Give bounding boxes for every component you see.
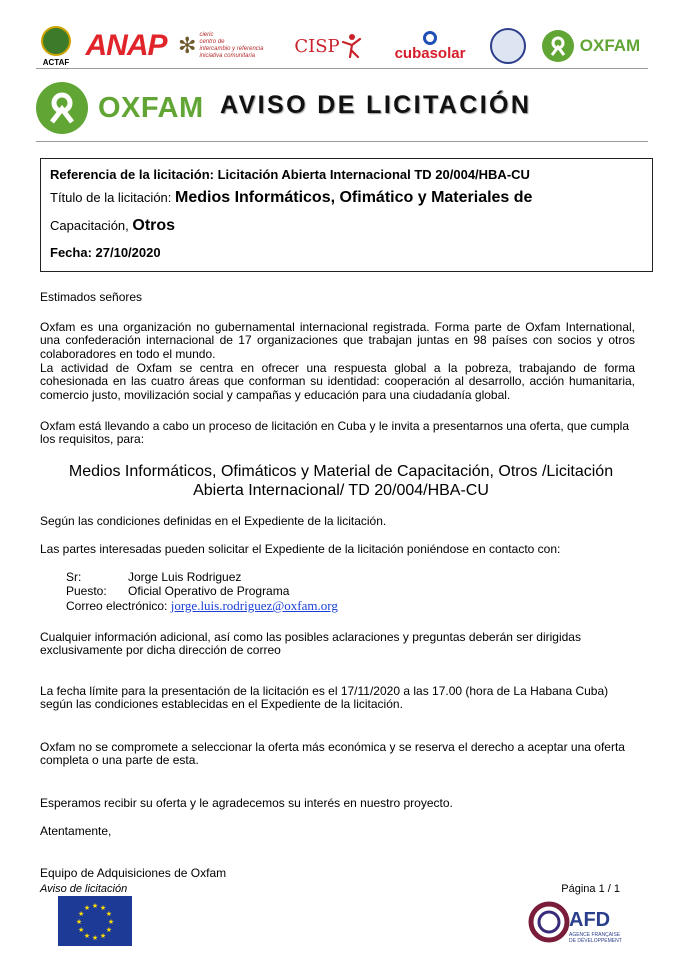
cubasolar-logo-text: cubasolar: [394, 44, 466, 62]
eu-star-icon: ★: [105, 927, 112, 934]
eu-star-icon: ★: [78, 911, 85, 918]
partner-logo-strip: [36, 24, 648, 68]
regards: Atentamente,: [40, 824, 112, 838]
eu-star-icon: ★: [78, 927, 85, 934]
header-divider-bottom: [36, 141, 648, 142]
paragraph-disclaimer: Oxfam no se compromete a seleccionar la oferta más económica y se reserva el derecho a aceptar una oferta completa o una parte de esta.: [40, 740, 625, 768]
contact-name-label: Sr:: [66, 570, 82, 584]
oxfam-symbol-icon: [36, 82, 88, 134]
tender-title-part1: Medios Informáticos, Ofimático y Materiales de: [175, 189, 533, 206]
page-title: AVISO DE LICITACIÓN: [220, 91, 532, 119]
tender-title-line2: [50, 217, 175, 235]
contact-email-link[interactable]: jorge.luis.rodriguez@oxfam.org: [170, 598, 338, 613]
eu-flag-logo: [58, 896, 132, 946]
oxfam-symbol-icon: [542, 30, 574, 62]
paragraph-additional-info: Cualquier información adicional, así como las posibles aclaraciones y preguntas deberán ser dirigidas exclusivamente por dicha dirección de correo: [40, 630, 581, 658]
cieric-line4: iniciativa comunitaria: [199, 53, 256, 59]
cisp-figure-icon: [340, 33, 362, 59]
footer-document-name: Aviso de licitación: [40, 883, 128, 895]
tender-title-line1: [50, 189, 532, 207]
contact-name: Jorge Luis Rodriguez: [128, 570, 242, 584]
tender-date: Fecha: 27/10/2020: [50, 245, 161, 260]
paragraph-contact-intro: Las partes interesadas pueden solicitar el Expediente de la licitación poniéndose en contacto con:: [40, 542, 561, 556]
header-divider-top: [36, 68, 648, 69]
footer-page-number: Página 1 / 1: [561, 883, 620, 895]
paragraph-deadline: La fecha límite para la presentación de la licitación es el 17/11/2020 a las 17.00 (hora de La Habana Cuba) según las condiciones establecidas en el Expediente de la licitación.: [40, 684, 609, 712]
eu-star-icon: ★: [83, 932, 91, 940]
signature: Equipo de Adquisiciones de Oxfam: [40, 866, 227, 880]
paragraph-conditions: Según las condiciones definidas en el Expediente de la licitación.: [40, 514, 387, 528]
eu-star-icon: ★: [91, 935, 99, 942]
eu-star-icon: ★: [83, 905, 91, 913]
afd-logo-text: AFD: [569, 909, 611, 931]
oxfam-logo-large-text: OXFAM: [98, 91, 204, 124]
eu-star-icon: ★: [75, 919, 83, 926]
eu-star-icon: ★: [91, 903, 99, 910]
tender-title-part2-big: Otros: [132, 217, 176, 234]
cisp-logo-text: CISP: [294, 35, 340, 57]
afd-logo: [527, 896, 627, 948]
oxfam-logo-small: [541, 24, 641, 68]
paragraph-closing: Esperamos recibir su oferta y le agradecemos su interés en nuestro proyecto.: [40, 796, 453, 810]
eu-star-icon: ★: [99, 905, 107, 913]
cubasolar-logo: [384, 24, 476, 68]
tender-title-part2-small: Capacitación,: [50, 218, 133, 233]
cieric-logo: ✻ cieric centro de intercambio y referencia iniciativa comunitaria: [178, 32, 264, 59]
cisp-logo: [288, 24, 368, 68]
oxfam-logo-small-text: OXFAM: [579, 36, 641, 55]
actaf-logo-text: ACTAF: [42, 57, 70, 67]
afd-logo-line1: AGENCE FRANÇAISE: [569, 932, 621, 938]
institutional-seal-logo: [488, 24, 528, 68]
greeting: Estimados señores: [40, 290, 143, 304]
eu-star-icon: ★: [99, 932, 107, 940]
tender-reference: Referencia de la licitación: Licitación Abierta Internacional TD 20/004/HBA-CU: [50, 167, 530, 182]
anap-logo: ANAP: [85, 29, 167, 62]
contact-role: Oficial Operativo de Programa: [128, 584, 290, 598]
contact-email-label: Correo electrónico:: [66, 599, 171, 613]
contact-name-row: [66, 571, 241, 584]
contact-email-row: [66, 599, 338, 613]
oxfam-logo-large: [36, 82, 216, 134]
actaf-logo: [36, 24, 76, 68]
paragraph-invite: Oxfam está llevando a cabo un proceso de licitación en Cuba y le invita a presentarnos una oferta, que cumpla los requisitos, para:: [40, 419, 630, 447]
sun-icon: [423, 31, 437, 45]
cieric-line1: cieric: [199, 32, 214, 38]
paragraph-activity: La actividad de Oxfam se centra en ofrecer una respuesta global a la pobreza, trabajando de forma cohesionada en las cuatro áreas que conforman su identidad: cooperación al desarrollo, acción humanitaria, comercio justo, movilización social y campañas y educación para una ciudadanía global.: [40, 361, 635, 402]
cieric-line2: centro de: [199, 39, 225, 45]
eu-stars-icon: [58, 896, 132, 946]
afd-logo-line2: DE DÉVELOPPEMENT: [569, 938, 622, 944]
eu-star-icon: ★: [107, 919, 115, 926]
contact-role-label: Puesto:: [66, 584, 107, 598]
tender-subject-heading: [40, 462, 642, 500]
tender-subject-line2: Abierta Internacional/ TD 20/004/HBA-CU: [193, 482, 489, 499]
eu-star-icon: ★: [105, 911, 112, 918]
tender-subject-line1: Medios Informáticos, Ofimáticos y Material de Capacitación, Otros /Licitación: [68, 463, 614, 480]
tender-reference-box: [40, 158, 653, 272]
paragraph-intro: Oxfam es una organización no gubernamental internacional registrada. Forma parte de Oxfam International, una confederación internacional de 17 organizaciones que trabajan juntas en 98 países con socios y otros colaboradores en todo el mundo.: [40, 320, 635, 361]
cieric-line3: intercambio y referencia: [199, 46, 264, 52]
tender-title-label: Título de la licitación:: [50, 190, 176, 205]
contact-role-row: [66, 585, 289, 598]
